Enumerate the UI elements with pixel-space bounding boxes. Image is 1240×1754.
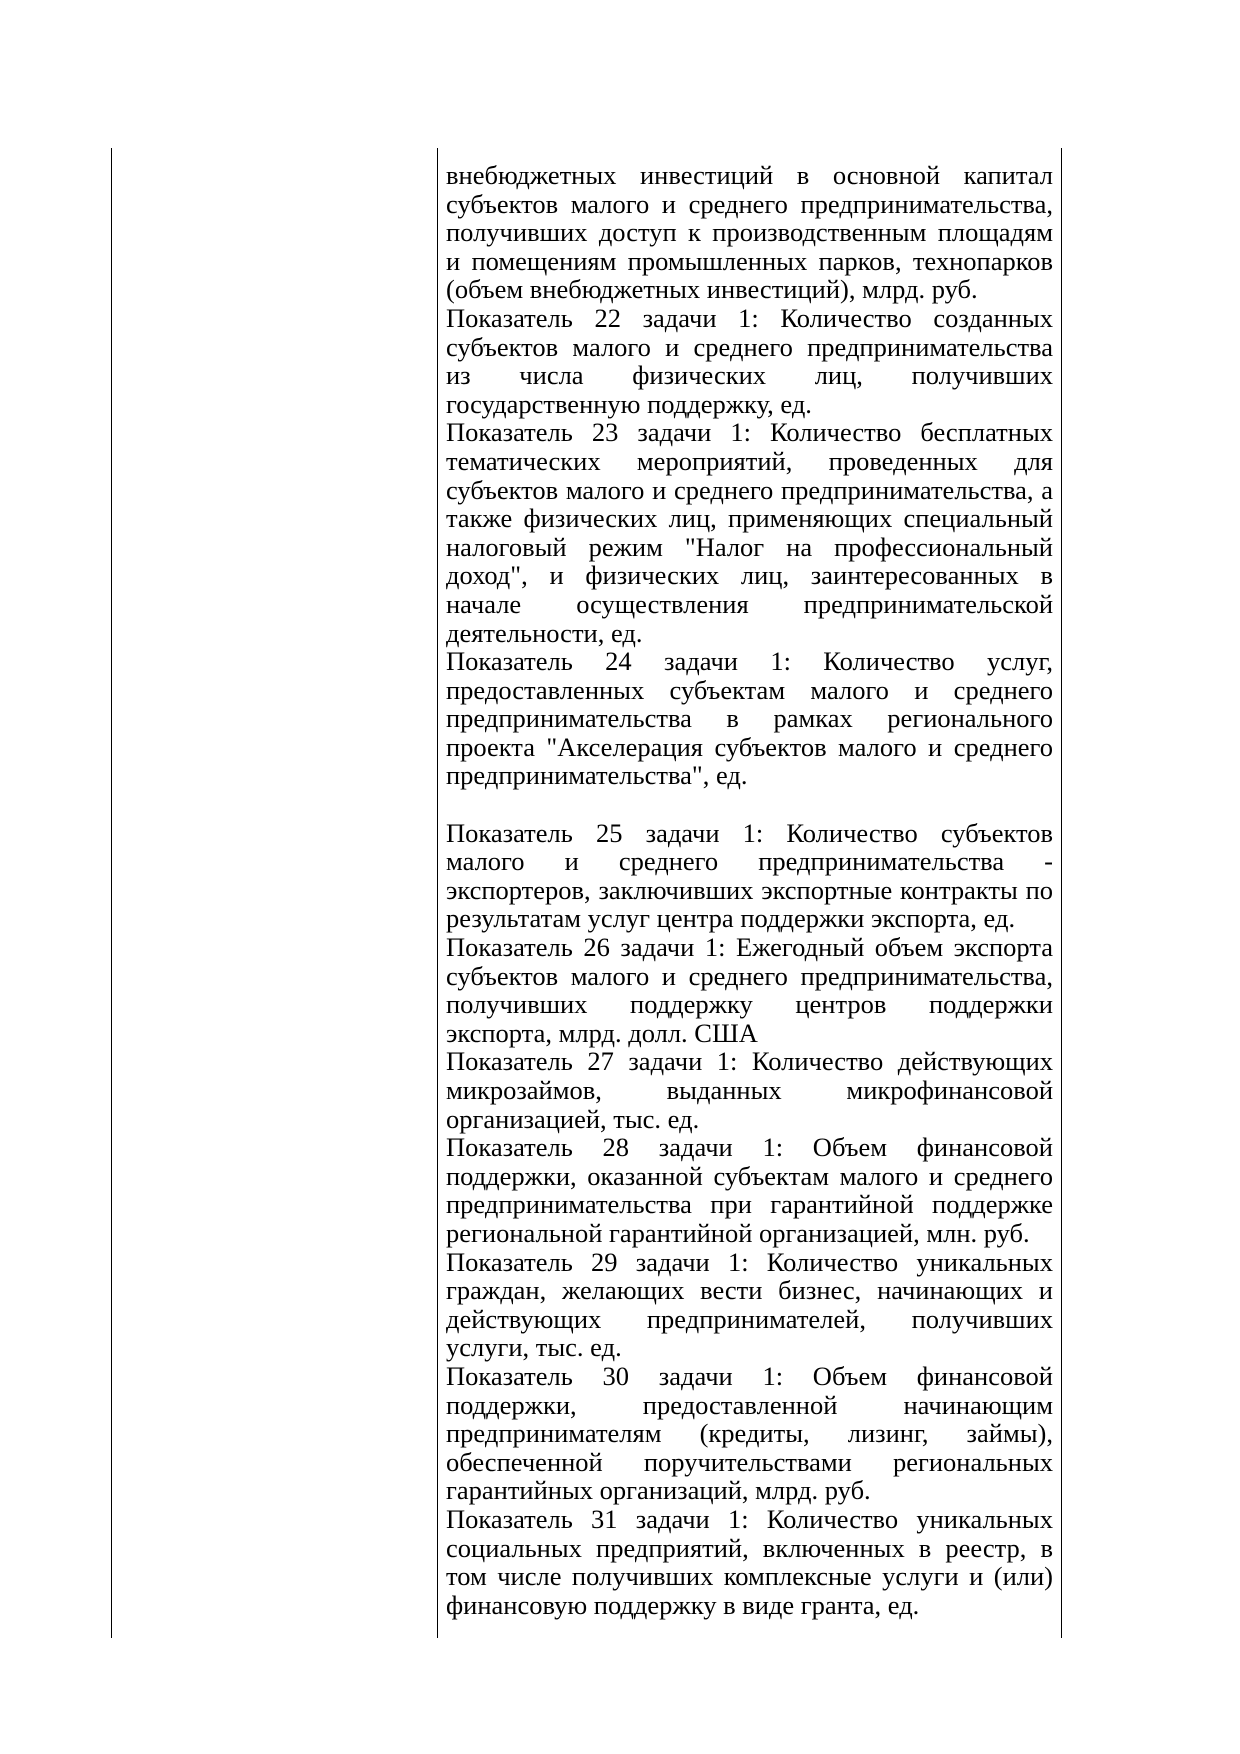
indicator-27: Показатель 27 задачи 1: Количество действующих микрозаймов, выданных микрофинансовой организацией, тыс. ед. <box>446 1046 1053 1134</box>
indicator-text-continued: внебюджетных инвестиций в основной капитал субъектов малого и среднего предпринимательства, получивших доступ к производственным площадям и помещениям промышленных парков, технопарков (объем внебюджетных инвестиций), млрд. руб. <box>446 160 1053 305</box>
indicator-24: Показатель 24 задачи 1: Количество услуг, предоставленных субъектам малого и среднего предпринимательства в рамках регионального проекта "Акселерация субъектов малого и среднего предпринимательства", ед. <box>446 646 1053 791</box>
indicator-28: Показатель 28 задачи 1: Объем финансовой поддержки, оказанной субъектам малого и среднего предпринимательства при гарантийной поддержке региональной гарантийной организацией, млн. руб. <box>446 1132 1053 1248</box>
indicator-31: Показатель 31 задачи 1: Количество уникальных социальных предприятий, включенных в реестр, в том числе получивших комплексные услуги и (или) финансовую поддержку в виде гранта, ед. <box>446 1503 1053 1620</box>
indicator-26: Показатель 26 задачи 1: Ежегодный объем экспорта субъектов малого и среднего предпринимательства, получивших поддержку центров поддержки экспорта, млрд. долл. США <box>446 932 1053 1048</box>
table-cell-indicators <box>446 161 1053 1619</box>
indicator-23: Показатель 23 задачи 1: Количество бесплатных тематических мероприятий, проведенных для субъектов малого и среднего предпринимательства, а также физических лиц, применяющих специальный налоговый режим "Налог на профессиональный доход", и физических лиц, заинтересованных в начале осуществления предпринимательской деятельности, ед. <box>446 417 1053 648</box>
indicator-29: Показатель 29 задачи 1: Количество уникальных граждан, желающих вести бизнес, начинающих и действующих предпринимателей, получивших услуги, тыс. ед. <box>446 1246 1053 1363</box>
indicator-22: Показатель 22 задачи 1: Количество созданных субъектов малого и среднего предпринимательства из числа физических лиц, получивших государственную поддержку, ед. <box>446 302 1053 419</box>
table-border-right <box>1061 148 1062 1638</box>
table-border-left <box>111 148 112 1638</box>
indicator-25: Показатель 25 задачи 1: Количество субъектов малого и среднего предпринимательства - экспортеров, заключивших экспортные контракты по результатам услуг центра поддержки экспорта, ед. <box>446 817 1053 934</box>
indicator-30: Показатель 30 задачи 1: Объем финансовой поддержки, предоставленной начинающим предпринимателям (кредиты, лизинг, займы), обеспеченной поручительствами региональных гарантийных организаций, млрд. руб. <box>446 1360 1053 1506</box>
table-border-middle <box>437 148 438 1638</box>
